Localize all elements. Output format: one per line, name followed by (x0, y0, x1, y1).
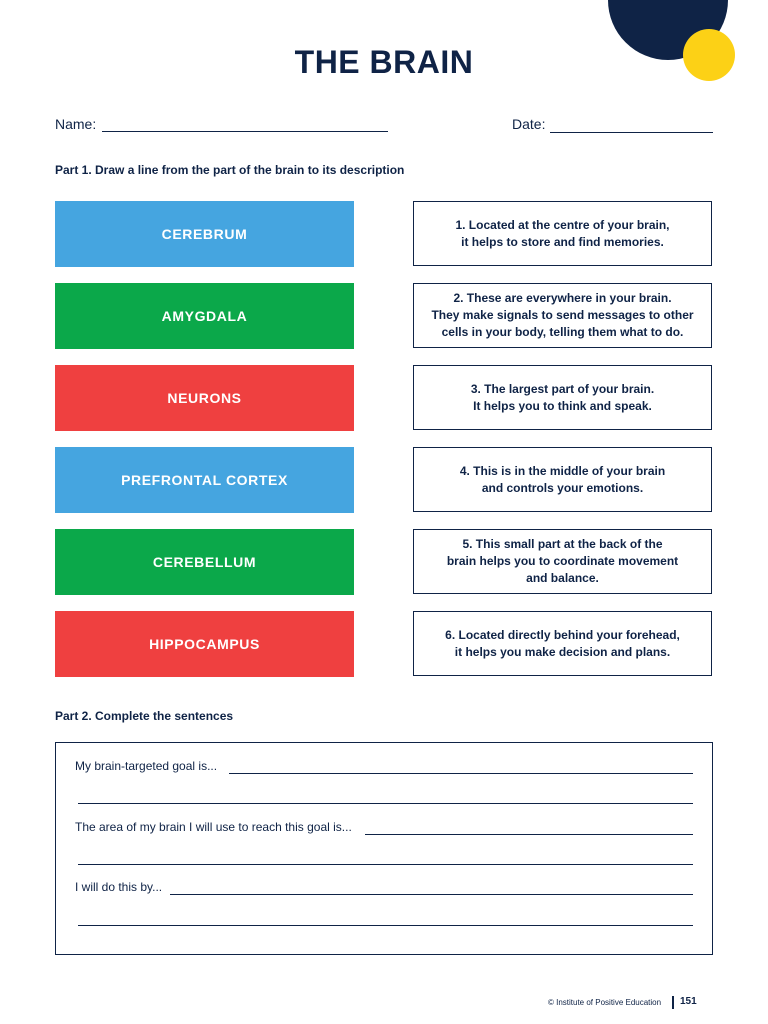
date-label: Date: (512, 116, 546, 132)
term-cerebrum[interactable]: CEREBRUM (55, 201, 354, 267)
term-prefrontal-cortex[interactable]: PREFRONTAL CORTEX (55, 447, 354, 513)
page-title: THE BRAIN (294, 44, 474, 80)
term-neurons[interactable]: NEURONS (55, 365, 354, 431)
answer-line-goal-2[interactable] (78, 803, 693, 804)
description-2[interactable]: 2. These are everywhere in your brain. They make signals to send messages to other cells in your body, telling them what to do. (413, 283, 712, 348)
footer-divider (672, 996, 674, 1009)
name-label: Name: (55, 116, 97, 132)
description-3[interactable]: 3. The largest part of your brain. It helps you to think and speak. (413, 365, 712, 430)
prompt-method: I will do this by... (75, 880, 163, 894)
term-cerebellum[interactable]: CEREBELLUM (55, 529, 354, 595)
date-field[interactable] (550, 132, 713, 133)
prompt-goal: My brain-targeted goal is... (75, 759, 218, 773)
description-4[interactable]: 4. This is in the middle of your brain and controls your emotions. (413, 447, 712, 512)
answer-line-method[interactable] (170, 894, 693, 895)
part1-heading: Part 1. Draw a line from the part of the brain to its description (55, 163, 405, 177)
footer-credit: © Institute of Positive Education (548, 998, 662, 1007)
name-field[interactable] (102, 131, 388, 132)
description-6[interactable]: 6. Located directly behind your forehead, it helps you make decision and plans. (413, 611, 712, 676)
answer-line-goal[interactable] (229, 773, 693, 774)
description-5[interactable]: 5. This small part at the back of the brain helps you to coordinate movement and balance. (413, 529, 712, 594)
answer-line-brain-area[interactable] (365, 834, 693, 835)
answer-line-brain-area-2[interactable] (78, 864, 693, 865)
part2-heading: Part 2. Complete the sentences (55, 709, 234, 723)
answer-line-method-2[interactable] (78, 925, 693, 926)
prompt-brain-area: The area of my brain I will use to reach this goal is... (75, 820, 352, 834)
term-amygdala[interactable]: AMYGDALA (55, 283, 354, 349)
page-number: 151 (680, 996, 697, 1007)
term-hippocampus[interactable]: HIPPOCAMPUS (55, 611, 354, 677)
description-1[interactable]: 1. Located at the centre of your brain, it helps to store and find memories. (413, 201, 712, 266)
